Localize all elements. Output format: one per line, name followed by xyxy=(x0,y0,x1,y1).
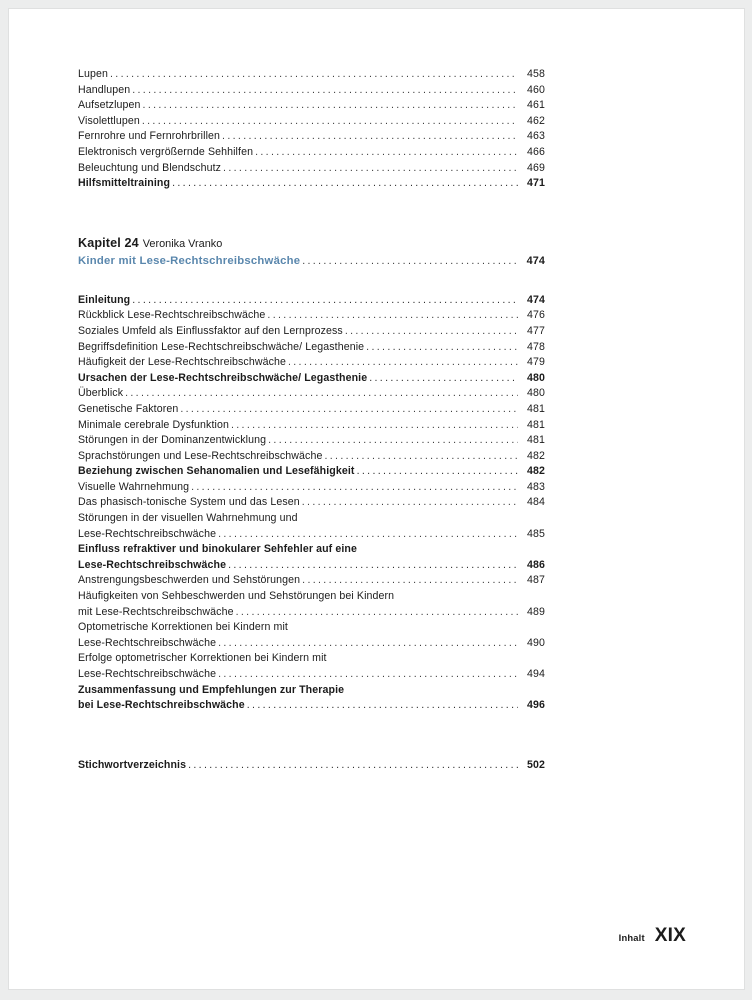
dot-leader xyxy=(366,340,518,356)
dot-leader xyxy=(302,253,518,270)
toc-entry[interactable] xyxy=(78,114,545,130)
toc-entry-label: Einleitung xyxy=(78,293,131,306)
toc-entry[interactable] xyxy=(78,464,545,480)
toc-entry-page: 489 xyxy=(527,605,545,618)
toc-entry-label: Sprachstörungen und Lese-Rechtschreibschwäche xyxy=(78,449,323,462)
spacer xyxy=(78,270,545,293)
toc-entry[interactable] xyxy=(78,67,545,83)
toc-entry-page: 481 xyxy=(527,418,545,431)
dot-leader xyxy=(357,464,518,480)
toc-entry xyxy=(78,651,545,667)
toc-entry xyxy=(78,511,545,527)
toc-entry-label: Das phasisch-tonische System und das Lesen xyxy=(78,496,300,509)
toc-entry-page: 476 xyxy=(527,309,545,322)
toc-entry[interactable] xyxy=(78,418,545,434)
toc-entry-label: Lese-Rechtschreibschwäche xyxy=(78,527,217,540)
toc-entry[interactable] xyxy=(78,161,545,177)
toc-entry[interactable] xyxy=(78,698,545,714)
toc-entry-label: Begriffsdefinition Lese-Rechtschreibschwäche/ Legasthenie xyxy=(78,340,365,353)
toc-content xyxy=(78,67,545,773)
toc-entry-label: Lese-Rechtschreibschwäche xyxy=(78,558,227,571)
toc-entry[interactable] xyxy=(78,636,545,652)
toc-entry[interactable] xyxy=(78,145,545,161)
dot-leader xyxy=(172,176,518,192)
toc-entry-page: 461 xyxy=(527,99,545,112)
dot-leader xyxy=(300,511,518,527)
dot-leader xyxy=(142,114,518,130)
toc-entry-label: Beleuchtung und Blendschutz xyxy=(78,161,222,174)
toc-entry[interactable] xyxy=(78,371,545,387)
dot-leader xyxy=(345,324,518,340)
toc-entry[interactable] xyxy=(78,83,545,99)
toc-entry[interactable] xyxy=(78,355,545,371)
toc-entry[interactable] xyxy=(78,324,545,340)
dot-leader xyxy=(329,651,518,667)
chapter-title-entry[interactable] xyxy=(78,253,545,270)
toc-entry-label: Erfolge optometrischer Korrektionen bei Kindern mit xyxy=(78,652,327,665)
toc-entry-page: 471 xyxy=(527,177,545,190)
index-entry[interactable] xyxy=(78,758,545,774)
toc-entry-page: 496 xyxy=(527,699,545,712)
toc-entry-page: 486 xyxy=(527,558,545,571)
toc-entry-page: 481 xyxy=(527,434,545,447)
toc-entry-label: Visolettlupen xyxy=(78,114,140,127)
dot-leader xyxy=(369,371,518,387)
toc-entry xyxy=(78,589,545,605)
dot-leader xyxy=(346,683,518,699)
toc-group-top xyxy=(78,67,545,192)
toc-entry xyxy=(78,542,545,558)
dot-leader xyxy=(191,480,518,496)
toc-entry[interactable] xyxy=(78,293,545,309)
toc-entry xyxy=(78,620,545,636)
dot-leader xyxy=(143,98,518,114)
toc-page xyxy=(8,8,745,990)
toc-entry-page: 462 xyxy=(527,114,545,127)
chapter-number: Kapitel 24 xyxy=(78,235,139,250)
toc-entry-label: Visuelle Wahrnehmung xyxy=(78,480,190,493)
toc-entry-label: Aufsetzlupen xyxy=(78,99,141,112)
dot-leader xyxy=(247,698,518,714)
toc-entry-page: 490 xyxy=(527,636,545,649)
toc-entry-label: Zusammenfassung und Empfehlungen zur Therapie xyxy=(78,683,345,696)
chapter-title-page: 474 xyxy=(526,254,545,267)
chapter-heading-block xyxy=(78,235,545,270)
spacer-index xyxy=(78,714,545,758)
toc-entry-page: 480 xyxy=(527,387,545,400)
toc-entry[interactable] xyxy=(78,129,545,145)
toc-entry-label: Soziales Umfeld als Einflussfaktor auf den Lernprozess xyxy=(78,324,343,337)
dot-leader xyxy=(288,355,518,371)
toc-entry[interactable] xyxy=(78,98,545,114)
toc-entry-label: mit Lese-Rechtschreibschwäche xyxy=(78,605,234,618)
dot-leader xyxy=(188,758,518,774)
toc-entry-page: 485 xyxy=(527,527,545,540)
toc-entry-label: bei Lese-Rechtschreibschwäche xyxy=(78,699,245,712)
dot-leader xyxy=(290,620,518,636)
toc-entry-label: Lese-Rechtschreibschwäche xyxy=(78,636,217,649)
chapter-author: Veronika Vranko xyxy=(142,237,223,250)
toc-entry-page: 482 xyxy=(527,449,545,462)
toc-entry[interactable] xyxy=(78,402,545,418)
toc-entry xyxy=(78,683,545,699)
dot-leader xyxy=(396,589,518,605)
dot-leader xyxy=(223,161,518,177)
toc-entry-label: Handlupen xyxy=(78,83,131,96)
dot-leader xyxy=(218,636,518,652)
toc-entry[interactable] xyxy=(78,573,545,589)
dot-leader xyxy=(267,308,518,324)
toc-entry-label: Hilfsmitteltraining xyxy=(78,177,171,190)
toc-entry-page: 477 xyxy=(527,324,545,337)
dot-leader xyxy=(218,527,518,543)
page-folio-number: XIX xyxy=(654,925,686,946)
toc-entry[interactable] xyxy=(78,605,545,621)
toc-entry-page: 494 xyxy=(527,668,545,680)
toc-entry-page: 480 xyxy=(527,371,545,384)
toc-entry-page: 474 xyxy=(527,293,545,306)
toc-entry-page: 487 xyxy=(527,574,545,587)
toc-entry[interactable] xyxy=(78,176,545,192)
toc-entry-label: Störungen in der visuellen Wahrnehmung und xyxy=(78,512,298,525)
toc-entry-label: Elektronisch vergrößernde Sehhilfen xyxy=(78,145,254,158)
dot-leader xyxy=(359,542,518,558)
toc-entry-page: 469 xyxy=(527,161,545,174)
toc-entry-page: 460 xyxy=(527,83,545,96)
chapter-kicker xyxy=(78,235,545,252)
dot-leader xyxy=(255,145,518,161)
toc-entry-label: Ursachen der Lese-Rechtschreibschwäche/ Legasthenie xyxy=(78,371,368,384)
toc-entry-label: Minimale cerebrale Dysfunktion xyxy=(78,418,229,431)
toc-entry-label: Beziehung zwischen Sehanomalien und Lesefähigkeit xyxy=(78,465,355,478)
toc-entry[interactable] xyxy=(78,433,545,449)
toc-entry-page: 483 xyxy=(527,480,545,493)
toc-entry-label: Häufigkeiten von Sehbeschwerden und Sehstörungen bei Kindern xyxy=(78,590,395,603)
toc-entry[interactable] xyxy=(78,495,545,511)
toc-entry-page: 463 xyxy=(527,130,545,143)
toc-entry-page: 479 xyxy=(527,356,545,369)
dot-leader xyxy=(222,129,518,145)
toc-entry-label: Rückblick Lese-Rechtschreibschwäche xyxy=(78,309,266,322)
toc-entry-page: 458 xyxy=(527,68,545,80)
toc-entry-label: Häufigkeit der Lese-Rechtschreibschwäche xyxy=(78,356,286,369)
toc-entry[interactable] xyxy=(78,386,545,402)
index-entry-label: Stichwortverzeichnis xyxy=(78,758,187,771)
toc-entry-label: Genetische Faktoren xyxy=(78,402,179,415)
dot-leader xyxy=(302,573,518,589)
dot-leader xyxy=(218,667,518,683)
dot-leader xyxy=(132,83,518,99)
toc-entry-label: Einfluss refraktiver und binokularer Sehfehler auf eine xyxy=(78,543,357,556)
toc-entry-label: Überblick xyxy=(78,387,124,400)
toc-entry[interactable] xyxy=(78,667,545,683)
toc-entry-label: Fernrohre und Fernrohrbrillen xyxy=(78,130,221,143)
toc-group-chapter xyxy=(78,293,545,714)
dot-leader xyxy=(302,495,518,511)
dot-leader xyxy=(236,605,518,621)
toc-entry-page: 484 xyxy=(527,496,545,509)
dot-leader xyxy=(180,402,518,418)
toc-entry[interactable] xyxy=(78,527,545,543)
dot-leader xyxy=(268,433,518,449)
toc-entry-label: Störungen in der Dominanzentwicklung xyxy=(78,434,267,447)
toc-entry[interactable] xyxy=(78,558,545,574)
toc-entry-page: 466 xyxy=(527,145,545,158)
toc-entry-label: Anstrengungsbeschwerden und Sehstörungen xyxy=(78,574,301,587)
dot-leader xyxy=(231,418,518,434)
toc-entry-label: Lese-Rechtschreibschwäche xyxy=(78,668,217,680)
dot-leader xyxy=(324,449,518,465)
dot-leader xyxy=(110,67,518,83)
toc-entry-label: Lupen xyxy=(78,68,108,80)
footer-section-label: Inhalt xyxy=(618,932,645,943)
dot-leader xyxy=(228,558,518,574)
toc-entry-page: 482 xyxy=(527,465,545,478)
toc-entry-label: Optometrische Korrektionen bei Kindern mit xyxy=(78,621,288,634)
chapter-title-label: Kinder mit Lese-Rechtschreibschwäche xyxy=(78,254,301,267)
toc-entry-page: 481 xyxy=(527,402,545,415)
page-footer xyxy=(619,925,686,947)
dot-leader xyxy=(132,293,518,309)
toc-entry[interactable] xyxy=(78,449,545,465)
toc-entry-page: 478 xyxy=(527,340,545,353)
dot-leader xyxy=(125,386,518,402)
toc-entry[interactable] xyxy=(78,308,545,324)
toc-entry[interactable] xyxy=(78,480,545,496)
toc-entry[interactable] xyxy=(78,340,545,356)
index-entry-page: 502 xyxy=(527,758,545,771)
